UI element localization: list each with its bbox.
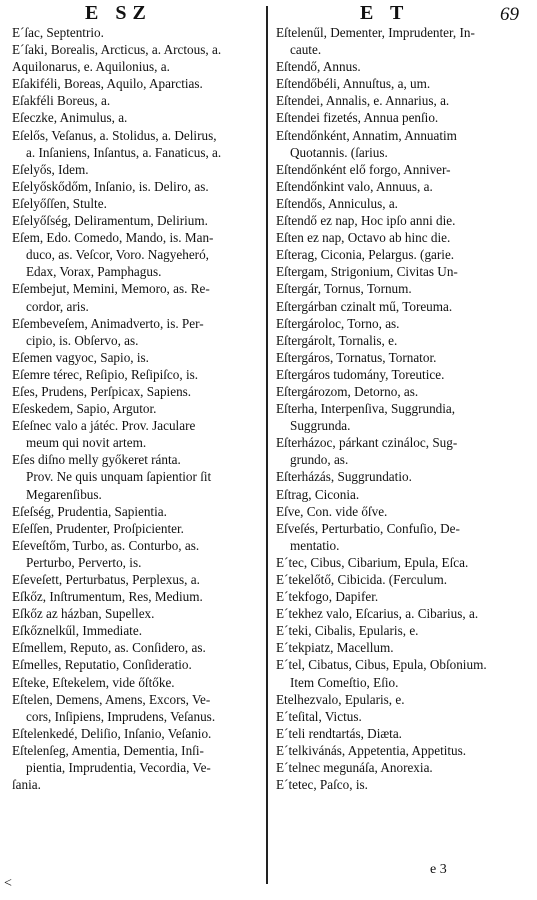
- dictionary-line: Eſeſség, Prudentia, Sapientia.: [12, 503, 167, 519]
- dictionary-line: E´tel, Cibatus, Cibus, Epula, Obſonium.: [276, 657, 487, 673]
- dictionary-line: Eſtergam, Strigonium, Civitas Un-: [276, 264, 458, 280]
- dictionary-line: E´telkivánás, Appetentia, Appetitus.: [276, 742, 467, 758]
- dictionary-line: E´tetec, Paſco, is.: [276, 777, 368, 793]
- dictionary-line: Eſterházoc, párkant czináloc, Sug-: [276, 435, 458, 451]
- dictionary-line: Eſtendő ez nap, Hoc ipſo anni die.: [276, 213, 456, 229]
- dictionary-line: E´tekhez valo, Eſcarius, a. Cibarius, a.: [276, 606, 479, 622]
- dictionary-line: Eſeſnec valo a játéc. Prov. Jaculare: [12, 418, 196, 434]
- dictionary-line: cipio, is. Obſervo, as.: [26, 332, 139, 348]
- dictionary-line: Eſtergároloc, Torno, as.: [276, 315, 400, 331]
- left-column: [12, 24, 262, 793]
- dictionary-line: E´ſaki, Borealis, Arcticus, a. Arctous, a.: [12, 42, 222, 58]
- dictionary-line: pientia, Imprudentia, Vecordia, Ve-: [26, 760, 211, 776]
- dictionary-line: Eſeveſtőm, Turbo, as. Conturbo, as.: [12, 537, 200, 553]
- dictionary-line: Eſtergározom, Detorno, as.: [276, 383, 419, 399]
- dictionary-line: cordor, aris.: [26, 298, 89, 314]
- dictionary-line: Eſtelenkedé, Deliſio, Inſanio, Veſanio.: [12, 725, 212, 741]
- dictionary-line: Eſelős, Veſanus, a. Stolidus, a. Delirus,: [12, 127, 217, 143]
- dictionary-line: E´teli rendtartás, Diæta.: [276, 725, 402, 741]
- dictionary-line: Perturbo, Perverto, is.: [26, 554, 142, 570]
- dictionary-line: Quotannis. (ſarius.: [290, 144, 388, 160]
- dictionary-line: Eſkőznelkűl, Immediate.: [12, 623, 143, 639]
- dictionary-line: Eſkőz, Inſtrumentum, Res, Medium.: [12, 589, 203, 605]
- dictionary-line: Suggrunda.: [290, 418, 351, 434]
- dictionary-line: Eſembeveſem, Animadverto, is. Per-: [12, 315, 204, 331]
- dictionary-line: Eſeveſett, Perturbatus, Perplexus, a.: [12, 572, 200, 587]
- dictionary-line: E´teſital, Victus.: [276, 708, 362, 724]
- dictionary-line: ſania.: [12, 777, 41, 793]
- dictionary-line: Eſtergárolt, Tornalis, e.: [276, 332, 398, 348]
- dictionary-line: Eſtendőnként elő forgo, Anniver-: [276, 161, 451, 177]
- running-head-right: E T: [360, 2, 410, 24]
- dictionary-line: Eſtelenűl, Dementer, Imprudenter, In-: [276, 25, 475, 40]
- dictionary-line: Eſtendő, Annus.: [276, 59, 361, 75]
- dictionary-line: Eſtendőnként, Annatim, Annuatim: [276, 127, 457, 143]
- dictionary-line: Eſtendei, Annalis, e. Annarius, a.: [276, 93, 450, 109]
- dictionary-line: E´teki, Cibalis, Epularis, e.: [276, 623, 419, 639]
- dictionary-line: Megarenſibus.: [26, 486, 102, 502]
- dictionary-line: Eſemen vagyoc, Sapio, is.: [12, 349, 149, 365]
- dictionary-line: E´tekfogo, Dapifer.: [276, 589, 379, 605]
- dictionary-line: Eſtendős, Anniculus, a.: [276, 195, 398, 211]
- dictionary-line: a. Inſaniens, Inſantus, a. Fanaticus, a.: [26, 144, 222, 160]
- dictionary-line: Aquilonarus, e. Aquilonius, a.: [12, 59, 170, 75]
- dictionary-line: Eſakiféli, Boreas, Aquilo, Aparctias.: [12, 76, 203, 92]
- dictionary-line: E´ſac, Septentrio.: [12, 25, 104, 40]
- dictionary-line: Eſeskedem, Sapio, Argutor.: [12, 401, 157, 417]
- dictionary-line: Eſemre térec, Reſipio, Reſipiſco, is.: [12, 366, 199, 382]
- dictionary-line: Eſelyőskődőm, Inſanio, is. Deliro, as.: [12, 178, 209, 194]
- dictionary-line: Eſveſés, Perturbatio, Confuſio, De-: [276, 520, 460, 536]
- dictionary-line: Eſelyőſſen, Stulte.: [12, 195, 107, 211]
- dictionary-line: Eſterházás, Suggrundatio.: [276, 469, 412, 485]
- page-number: 69: [500, 4, 519, 25]
- dictionary-line: Eſten ez nap, Octavo ab hinc die.: [276, 230, 451, 246]
- dictionary-line: Eſtendőnkint valo, Annuus, a.: [276, 178, 433, 194]
- dictionary-line: Eſtrag, Ciconia.: [276, 486, 360, 502]
- dictionary-line: Eſterha, Interpenſiva, Suggrundia,: [276, 401, 456, 417]
- dictionary-line: E´tekelőtő, Cibicida. (Ferculum.: [276, 572, 448, 587]
- signature-mark: e 3: [430, 862, 447, 877]
- dictionary-line: Eſtergáros, Tornatus, Tornator.: [276, 349, 437, 365]
- dictionary-line: Eſembejut, Memini, Memoro, as. Re-: [12, 281, 210, 297]
- dictionary-line: Eſeſſen, Prudenter, Proſpicienter.: [12, 520, 184, 536]
- dictionary-line: E´tec, Cibus, Cibarium, Epula, Eſca.: [276, 554, 469, 570]
- dictionary-line: Eſem, Edo. Comedo, Mando, is. Man-: [12, 230, 214, 246]
- dictionary-line: Eſelyőſség, Deliramentum, Delirium.: [12, 213, 208, 229]
- dictionary-line: Eſtelen, Demens, Amens, Excors, Ve-: [12, 691, 211, 707]
- dictionary-line: Etelhezvalo, Epularis, e.: [276, 691, 405, 707]
- dictionary-line: Eſakféli Boreus, a.: [12, 93, 111, 109]
- dictionary-line: Eſve, Con. vide őſve.: [276, 503, 388, 519]
- dictionary-line: Eſtelenſeg, Amentia, Dementia, Inſi-: [12, 742, 204, 758]
- dictionary-line: Eſmellem, Reputo, as. Conſidero, as.: [12, 640, 206, 656]
- dictionary-line: Eſtergárban czinalt mű, Toreuma.: [276, 298, 453, 314]
- dictionary-line: Item Comeſtio, Eſio.: [290, 674, 399, 690]
- right-column: [276, 24, 531, 793]
- dictionary-line: Eſteke, Eſtekelem, vide őſtőke.: [12, 674, 175, 690]
- column-divider: [266, 6, 268, 884]
- dictionary-line: Eſeczke, Animulus, a.: [12, 110, 128, 126]
- dictionary-line: caute.: [290, 42, 322, 58]
- dictionary-line: Eſtergáros tudomány, Toreutice.: [276, 366, 445, 382]
- dictionary-line: Prov. Ne quis unquam ſapientior ſit: [26, 469, 212, 485]
- dictionary-line: Eſtendőbéli, Annuſtus, a, um.: [276, 76, 431, 92]
- dictionary-line: Eſkőz az házban, Supellex.: [12, 606, 155, 622]
- dictionary-line: duco, as. Veſcor, Voro. Nagyeheró,: [26, 247, 209, 263]
- running-head-left: E SZ: [85, 2, 152, 24]
- dictionary-line: Edax, Vorax, Pamphagus.: [26, 264, 162, 280]
- dictionary-line: meum qui novit artem.: [26, 435, 147, 451]
- dictionary-line: Eſes diſno melly győkeret ránta.: [12, 452, 181, 468]
- dictionary-line: E´telnec megunáſa, Anorexia.: [276, 760, 433, 776]
- dictionary-line: cors, Inſipiens, Imprudens, Veſanus.: [26, 708, 216, 724]
- dictionary-line: E´tekpiatz, Macellum.: [276, 640, 394, 656]
- margin-mark: <: [4, 876, 12, 891]
- dictionary-line: mentatio.: [290, 537, 340, 553]
- dictionary-line: Eſes, Prudens, Perſpicax, Sapiens.: [12, 383, 192, 399]
- dictionary-line: Eſelyős, Idem.: [12, 161, 89, 177]
- dictionary-line: Eſmelles, Reputatio, Conſideratio.: [12, 657, 192, 673]
- dictionary-line: Eſtendei fizetés, Annua penſio.: [276, 110, 439, 126]
- dictionary-line: grundo, as.: [290, 452, 349, 468]
- dictionary-line: Eſterag, Ciconia, Pelargus. (garie.: [276, 247, 455, 263]
- dictionary-line: Eſtergár, Tornus, Tornum.: [276, 281, 412, 297]
